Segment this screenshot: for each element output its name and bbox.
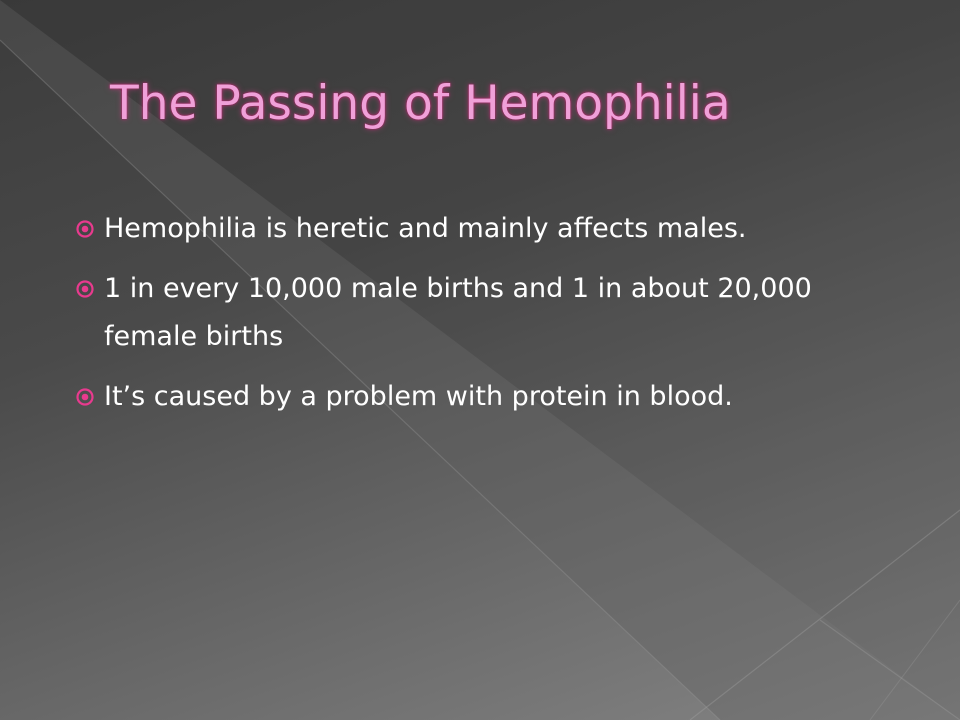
bullet-item [70,265,900,361]
slide-title: The Passing of Hemophilia [110,76,731,131]
bullet-text: It’s caused by a problem with protein in blood. [104,381,733,412]
bullet-item [70,373,900,421]
target-bullet-icon [76,220,94,238]
target-bullet-icon [76,388,94,406]
bullet-text: Hemophilia is heretic and mainly affects males. [104,213,747,244]
bullet-list [70,205,900,433]
bullet-item [70,205,900,253]
bullet-text: 1 in every 10,000 male births and 1 in about 20,000 female births [104,273,812,352]
target-bullet-icon [76,280,94,298]
